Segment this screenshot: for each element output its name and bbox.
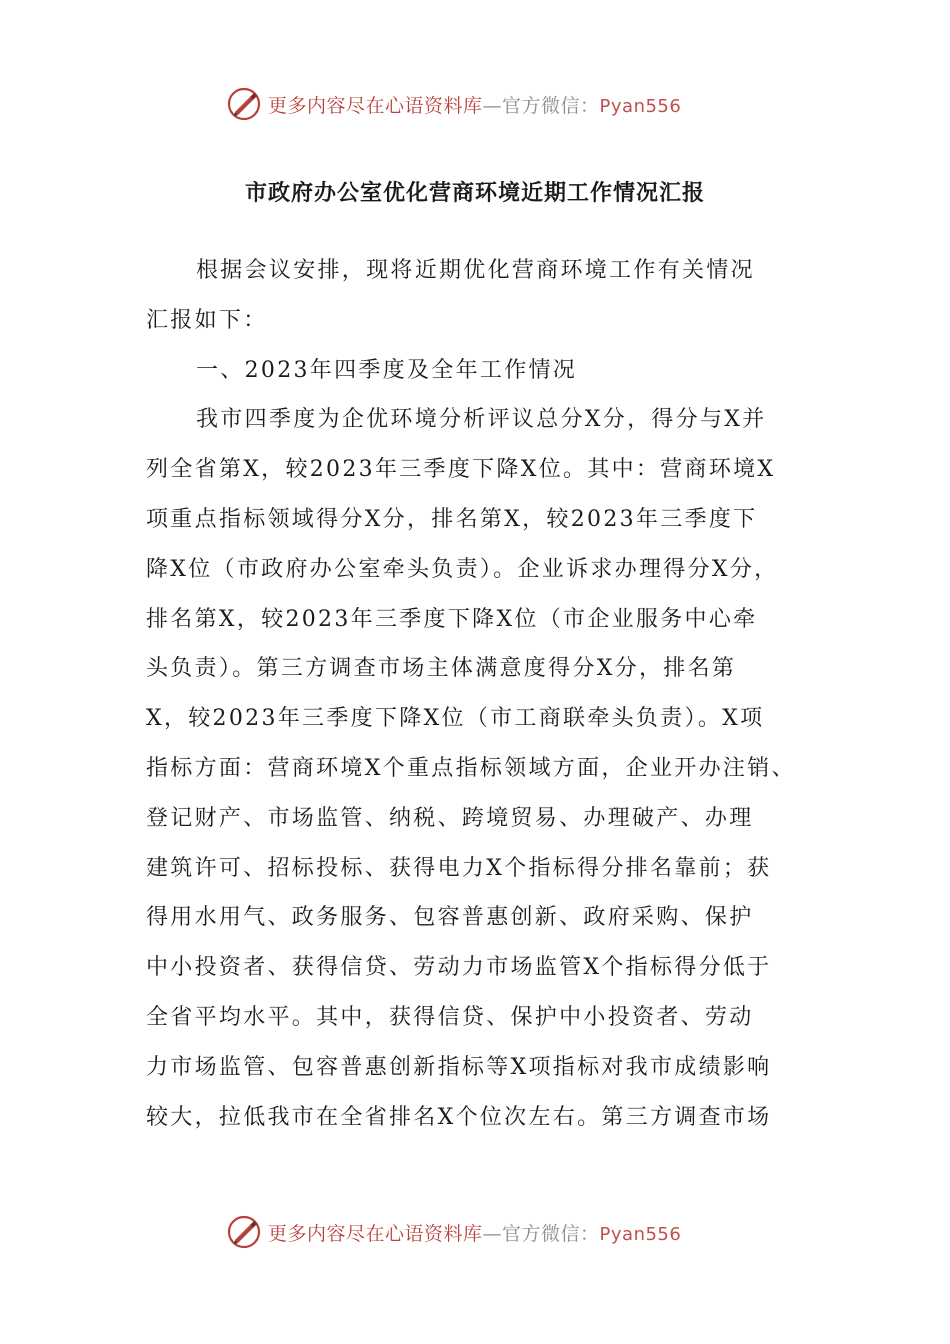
- paragraph-line: 力市场监管、包容普惠创新指标等X项指标对我市成绩影响: [146, 1054, 772, 1080]
- paragraph-line: 头负责）。第三方调查市场主体满意度得分X分，排名第: [146, 656, 737, 682]
- pen-logo-icon: [226, 1214, 262, 1250]
- pen-logo-icon: [226, 86, 262, 122]
- paragraph-line: 得用水用气、政务服务、包容普惠创新、政府采购、保护: [146, 905, 754, 931]
- paragraph-line: 较大，拉低我市在全省排名X个位次左右。第三方调查市场: [146, 1104, 772, 1130]
- paragraph-line: 中小投资者、获得信贷、劳动力市场监管X个指标得分低于: [146, 955, 772, 981]
- paragraph-line: 根据会议安排，现将近期优化营商环境工作有关情况: [196, 258, 755, 283]
- paragraph-line: 建筑许可、招标投标、获得电力X个指标得分排名靠前；获: [146, 855, 772, 881]
- paragraph-line: 全省平均水平。其中，获得信贷、保护中小投资者、劳动: [146, 1004, 754, 1030]
- watermark-text: [268, 91, 681, 118]
- watermark-text: [268, 1219, 681, 1246]
- paragraph-line: 汇报如下：: [146, 307, 268, 333]
- document-title: 市政府办公室优化营商环境近期工作情况汇报: [244, 180, 705, 206]
- paragraph-line: 我市四季度为企优环境分析评议总分X分，得分与X并: [196, 407, 767, 433]
- paragraph-line: X，较2023年三季度下降X位（市工商联牵头负责）。X项: [146, 706, 765, 732]
- watermark-slogan: 更多内容尽在心语资料库: [268, 94, 483, 117]
- paragraph-line: 登记财产、市场监管、纳税、跨境贸易、办理破产、办理: [146, 805, 754, 831]
- paragraph-line: 列全省第X，较2023年三季度下降X位。其中：营商环境X: [146, 457, 776, 483]
- watermark-wechat-label: 官方微信：: [502, 94, 600, 117]
- watermark-separator: —: [482, 1222, 503, 1245]
- paragraph-line: 排名第X，较2023年三季度下降X位（市企业服务中心牵: [146, 606, 758, 632]
- watermark-slogan: 更多内容尽在心语资料库: [268, 1222, 483, 1245]
- paragraph-line: 项重点指标领域得分X分，排名第X，较2023年三季度下: [146, 506, 758, 532]
- header-watermark-banner: [226, 84, 746, 124]
- footer-watermark-banner: [226, 1212, 746, 1252]
- watermark-wechat-label: 官方微信：: [502, 1222, 600, 1245]
- document-body: [146, 246, 818, 1142]
- watermark-wechat-id: Pyan556: [599, 95, 682, 117]
- paragraph-line: 指标方面：营商环境X个重点指标领域方面，企业开办注销、: [146, 755, 796, 781]
- watermark-separator: —: [482, 94, 503, 117]
- watermark-wechat-id: Pyan556: [599, 1223, 682, 1245]
- paragraph-line: 降X位（市政府办公室牵头负责）。企业诉求办理得分X分，: [146, 556, 779, 582]
- section-heading: 一、2023年四季度及全年工作情况: [196, 357, 578, 383]
